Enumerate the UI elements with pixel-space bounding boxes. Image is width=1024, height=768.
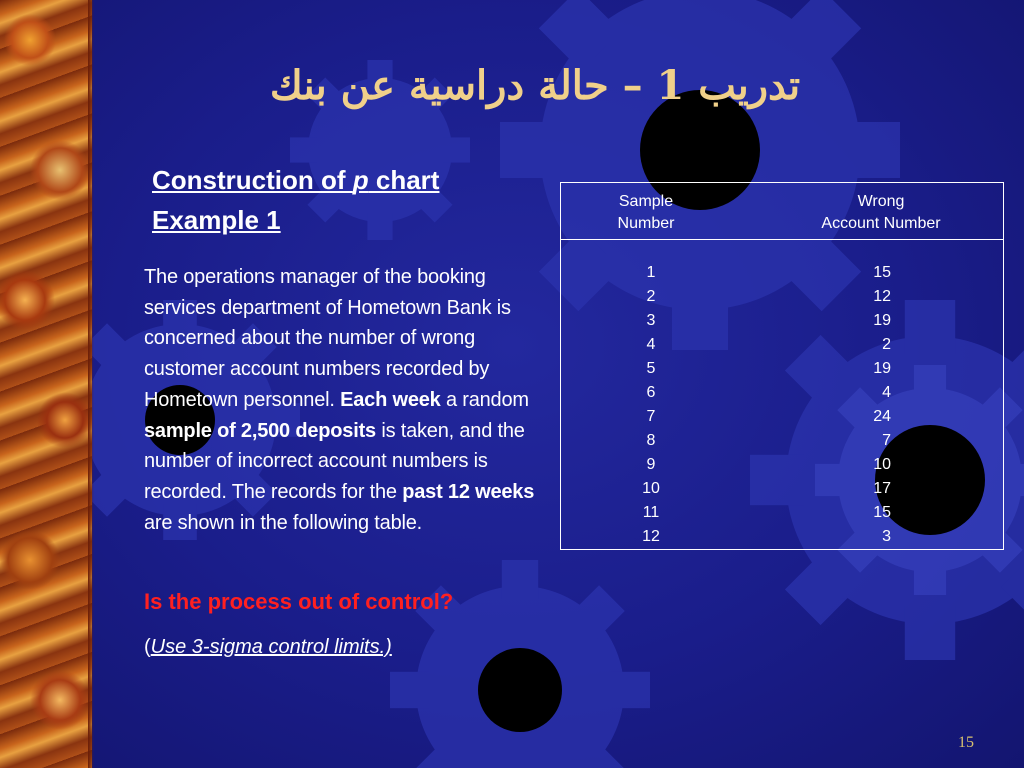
header-wrong-account-number: [781, 191, 981, 235]
wrong-count-cell: 7: [882, 432, 891, 449]
wrong-count-cell: 15: [873, 504, 891, 521]
subtitle-prefix: Construction of: [152, 165, 353, 195]
wrong-count-cell: 17: [873, 480, 891, 497]
wrong-count-cell: 2: [882, 336, 891, 353]
wrong-count-cell: 19: [873, 360, 891, 377]
hint-text: [144, 636, 392, 659]
sample-cell: 9: [646, 456, 656, 473]
body-bold-1: Each week: [340, 388, 441, 411]
sample-cell: 6: [646, 384, 656, 401]
body-bold-2: sample of 2,500 deposits: [144, 419, 376, 442]
sample-cell: 10: [642, 480, 660, 497]
wrong-count-cell: 24: [873, 408, 891, 425]
question-text: Is the process out of control?: [144, 589, 454, 614]
header-wrong-line-1: Wrong: [857, 193, 905, 210]
wrong-count-cell: 3: [882, 528, 891, 545]
slide-subtitle: [152, 160, 439, 240]
table-header: [561, 183, 1003, 240]
sample-cell: 4: [646, 336, 656, 353]
sample-cell: 3: [646, 312, 656, 329]
body-bold-3: past 12 weeks: [402, 480, 535, 503]
header-sample-number: [601, 191, 691, 235]
sample-cell: 2: [646, 288, 656, 305]
decorative-side-strip: [0, 0, 92, 768]
sample-cell: 8: [646, 432, 656, 449]
header-sample-line-2: Number: [617, 215, 675, 232]
sample-cell: 5: [646, 360, 656, 377]
column-wrong-account-number: [791, 261, 891, 549]
header-wrong-line-2: Account Number: [821, 215, 941, 232]
hint-link[interactable]: Use 3-sigma control limits.): [150, 636, 392, 658]
column-sample-number: [601, 261, 701, 549]
sample-cell: 7: [646, 408, 656, 425]
body-text-2: a random: [440, 388, 529, 411]
sample-cell: 1: [646, 264, 656, 281]
sample-cell: 11: [642, 504, 660, 521]
subtitle-p: p: [352, 165, 369, 195]
wrong-count-cell: 19: [873, 312, 891, 329]
problem-description: [144, 262, 549, 538]
hint-paren: (: [144, 636, 151, 658]
subtitle-line-2: Example 1: [152, 205, 281, 235]
body-text-4: are shown in the following table.: [144, 511, 423, 534]
data-table: [560, 182, 1004, 550]
wrong-count-cell: 4: [882, 384, 891, 401]
wrong-count-cell: 15: [873, 264, 891, 281]
body-text-1: The operations manager of the booking services department of Hometown Bank is concerned about the number of wrong customer account numbers recorded by Hometown personnel.: [144, 266, 511, 411]
page-number: 15: [958, 734, 974, 751]
header-sample-line-1: Sample: [618, 193, 674, 210]
wrong-count-cell: 12: [873, 288, 891, 305]
sample-cell: 12: [642, 528, 660, 545]
side-strip-edge: [88, 0, 94, 768]
slide-title: تدريب 1 – حالة دراسية عن بنك: [269, 62, 801, 109]
subtitle-line-1: [152, 160, 439, 200]
wrong-count-cell: 10: [873, 456, 891, 473]
subtitle-suffix: chart: [368, 165, 440, 195]
body-text-3: is taken, and the number of incorrect account numbers is recorded. The records for the: [144, 419, 525, 503]
